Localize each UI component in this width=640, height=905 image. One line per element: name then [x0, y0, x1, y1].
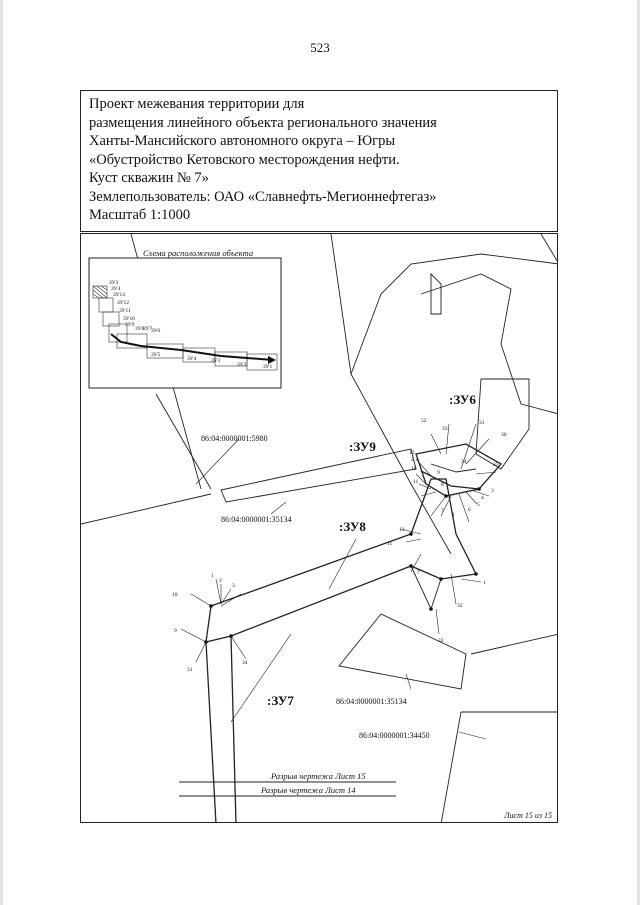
point-number: 3	[491, 488, 494, 494]
inset-label: ЗУ10	[123, 316, 136, 322]
point-number: 30	[501, 432, 507, 438]
cadastral-number: 86:04:0000001:35134	[221, 515, 292, 524]
leader-line	[329, 539, 356, 589]
point-number: 2	[411, 457, 414, 463]
point-number: 12	[409, 450, 415, 456]
point-number: 33	[438, 638, 444, 644]
contour-line	[521, 404, 558, 414]
corridor-boundary	[206, 479, 476, 642]
title-line: Ханты-Мансийского автономного округа – Югры	[89, 133, 396, 149]
corridor-vertical	[206, 636, 236, 823]
vertex-marker	[209, 604, 213, 608]
inset-label: ЗУ7	[143, 326, 153, 332]
contour-line	[421, 274, 521, 404]
title-line: Проект межевания территории для	[89, 96, 305, 112]
contour-line	[339, 614, 466, 689]
point-number: 7	[441, 508, 444, 514]
scale-line: Масштаб 1:1000	[89, 207, 191, 223]
inset-label: ЗУ1	[263, 364, 273, 370]
leader-line	[406, 674, 411, 689]
cadastral-number: 86:04:0000001:35134	[336, 697, 407, 706]
inset-label: ЗУ12	[117, 300, 130, 306]
sheet-footer: Лист 15 из 15	[504, 811, 552, 820]
point-number: 10	[172, 592, 178, 598]
vertex-marker	[474, 572, 478, 576]
point-number: 2	[219, 578, 222, 584]
point-number: 11	[387, 541, 393, 547]
point-number: 5	[477, 502, 480, 508]
vertex-marker	[429, 607, 433, 611]
vertex-marker	[229, 634, 233, 638]
point-number: 31	[479, 420, 485, 426]
title-line: Куст скважин № 7»	[89, 170, 209, 186]
point-number: 31	[187, 667, 193, 673]
point-number: 8	[441, 482, 444, 488]
inset-label: ЗУ2	[237, 362, 247, 368]
contour-line	[431, 274, 441, 314]
vertex-marker	[204, 640, 208, 644]
leader-line	[231, 634, 291, 722]
contour-line	[221, 449, 416, 502]
point-number: 13	[399, 527, 405, 533]
parcel-label-zu6: :ЗУ6	[449, 392, 476, 407]
point-number: 34	[461, 459, 467, 465]
point-number: 35	[493, 462, 499, 468]
leader-line	[271, 502, 286, 514]
point-number: 11	[413, 479, 419, 485]
cadastral-number: 86:04:0000001:5980	[201, 434, 268, 443]
point-number: 52	[421, 418, 427, 424]
inset-label: ЗУ8	[135, 326, 145, 332]
contour-line	[331, 234, 451, 554]
inset-label: ЗУ4	[187, 356, 197, 362]
contour-line	[471, 634, 558, 654]
parcel-label-zu7: :ЗУ7	[267, 693, 294, 708]
map-frame	[80, 233, 558, 823]
point-number: 1	[452, 512, 455, 518]
scan-edge-left	[0, 0, 3, 905]
title-line: размещения линейного объекта регионального значения	[89, 114, 437, 131]
title-line: «Обустройство Кетовского месторождения нефти.	[89, 151, 400, 168]
point-number: 4	[481, 495, 484, 501]
point-number: 10	[411, 466, 417, 472]
leader-line	[196, 439, 239, 484]
inset-label: ЗУ6	[151, 328, 161, 334]
cadastral-number: 86:04:0000001:34450	[359, 731, 430, 740]
point-number: 1	[483, 580, 486, 586]
point-number: 1	[211, 573, 214, 579]
contour-line	[81, 494, 211, 524]
vertex-marker	[409, 564, 413, 568]
vertex-marker	[409, 532, 413, 536]
parcel-label-zu9: :ЗУ9	[349, 439, 376, 454]
point-number: 9	[437, 470, 440, 476]
inset-label: ЗУ3	[109, 280, 119, 286]
contour-line	[441, 712, 461, 823]
contour-line	[541, 234, 558, 264]
contour-line	[351, 254, 558, 374]
point-number: 34	[242, 660, 248, 666]
page-number: 523	[310, 40, 330, 55]
point-number: 33	[442, 426, 448, 432]
break-label-lower: Разрыв чертежа Лист 14	[261, 785, 356, 795]
cadastral-map	[81, 234, 558, 823]
point-number: 3	[232, 583, 235, 589]
inset-label: ЗУ9	[125, 322, 135, 328]
inset-label: ЗУ5	[151, 352, 161, 358]
point-number: 32	[457, 603, 463, 609]
inset-title: Схема расположения объекта	[143, 248, 254, 258]
vertex-marker	[439, 577, 443, 581]
break-label-upper: Разрыв чертежа Лист 15	[271, 771, 366, 781]
title-block	[80, 90, 558, 232]
vertex-marker	[444, 494, 448, 498]
inset-label: ЗУ4	[111, 286, 121, 292]
inset-label: ЗУ11	[119, 308, 131, 314]
point-number: 6	[468, 507, 471, 513]
point-number: 7	[417, 570, 420, 576]
leader-line	[459, 732, 486, 739]
inset-label: ЗУ14	[113, 292, 126, 298]
point-number: 9	[174, 628, 177, 634]
land-user-line: Землепользователь: ОАО «Славнефть-Мегионнефтегаз»	[89, 188, 437, 205]
inset-label: ЗУ3	[211, 358, 221, 364]
parcel-label-zu8: :ЗУ8	[339, 519, 366, 534]
vertex-marker	[477, 487, 481, 491]
location-scheme-inset	[89, 248, 281, 388]
